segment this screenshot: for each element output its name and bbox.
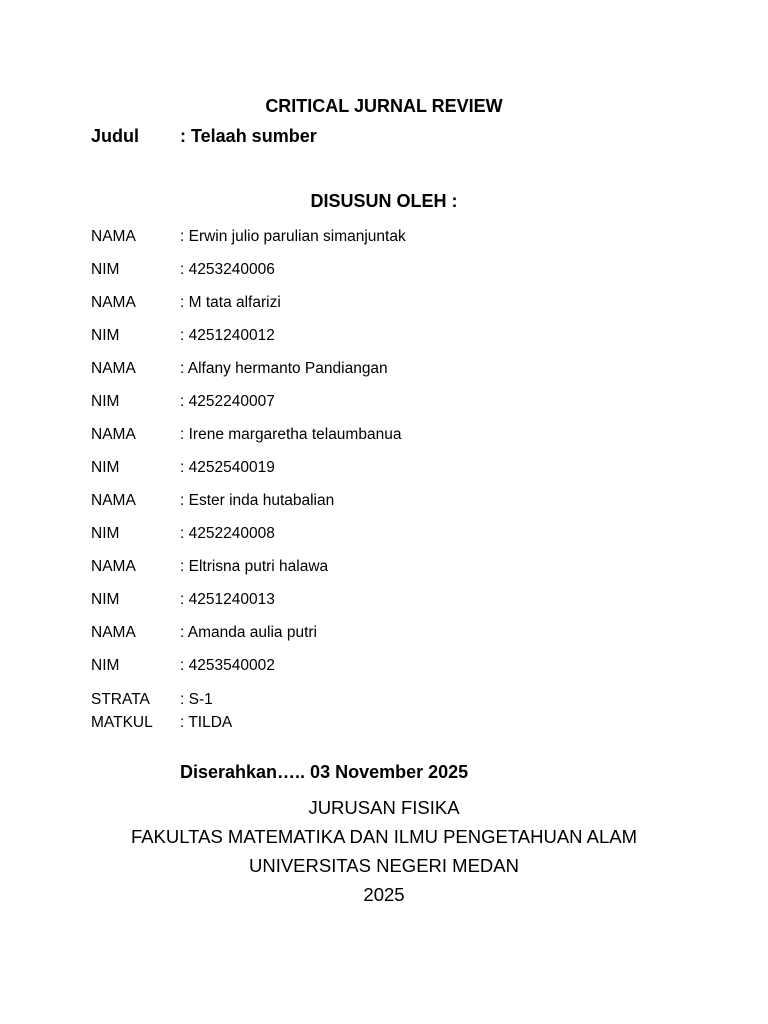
judul-value: : Telaah sumber <box>180 126 317 146</box>
footer-universitas: UNIVERSITAS NEGERI MEDAN <box>248 855 519 876</box>
member-7-nama: : Amanda aulia putri <box>180 624 318 641</box>
member-2-nim-label: NIM <box>91 327 120 344</box>
disusun-heading: DISUSUN OLEH : <box>310 191 458 211</box>
member-6-nim: : 4251240013 <box>180 591 275 608</box>
strata-value: : S-1 <box>180 691 213 708</box>
member-6-nama-label: NAMA <box>91 558 136 575</box>
document-title: CRITICAL JURNAL REVIEW <box>265 96 503 116</box>
member-4-nama: : Irene margaretha telaumbanua <box>180 426 402 443</box>
member-7-nama-label: NAMA <box>91 624 136 641</box>
matkul-value: : TILDA <box>180 714 233 731</box>
member-1-nim: : 4253240006 <box>180 261 275 278</box>
member-2-nama-label: NAMA <box>91 294 136 311</box>
member-3-nama: : Alfany hermanto Pandiangan <box>180 360 388 377</box>
member-5-nim-label: NIM <box>91 525 120 542</box>
member-6-nama: : Eltrisna putri halawa <box>180 558 329 575</box>
member-4-nim: : 4252540019 <box>180 459 275 476</box>
member-5-nama-label: NAMA <box>91 492 136 509</box>
member-7-nim: : 4253540002 <box>180 657 275 674</box>
member-5-nim: : 4252240008 <box>180 525 275 542</box>
member-1-nim-label: NIM <box>91 261 120 278</box>
member-3-nama-label: NAMA <box>91 360 136 377</box>
member-5-nama: : Ester inda hutabalian <box>180 492 335 509</box>
footer-fakultas: FAKULTAS MATEMATIKA DAN ILMU PENGETAHUAN ALAM <box>130 826 638 847</box>
member-3-nim-label: NIM <box>91 393 120 410</box>
footer-tahun: 2025 <box>363 884 405 905</box>
member-3-nim: : 4252240007 <box>180 393 275 410</box>
footer-jurusan: JURUSAN FISIKA <box>308 797 460 818</box>
member-6-nim-label: NIM <box>91 591 120 608</box>
strata-label: STRATA <box>91 691 150 708</box>
member-4-nama-label: NAMA <box>91 426 136 443</box>
member-7-nim-label: NIM <box>91 657 120 674</box>
matkul-label: MATKUL <box>91 714 153 731</box>
member-4-nim-label: NIM <box>91 459 120 476</box>
submission-date: Diserahkan….. 03 November 2025 <box>180 762 469 782</box>
member-2-nim: : 4251240012 <box>180 327 275 344</box>
member-1-nama: : Erwin julio parulian simanjuntak <box>180 228 406 245</box>
judul-label: Judul <box>91 126 139 146</box>
member-2-nama: : M tata alfarizi <box>180 294 281 311</box>
member-1-nama-label: NAMA <box>91 228 136 245</box>
